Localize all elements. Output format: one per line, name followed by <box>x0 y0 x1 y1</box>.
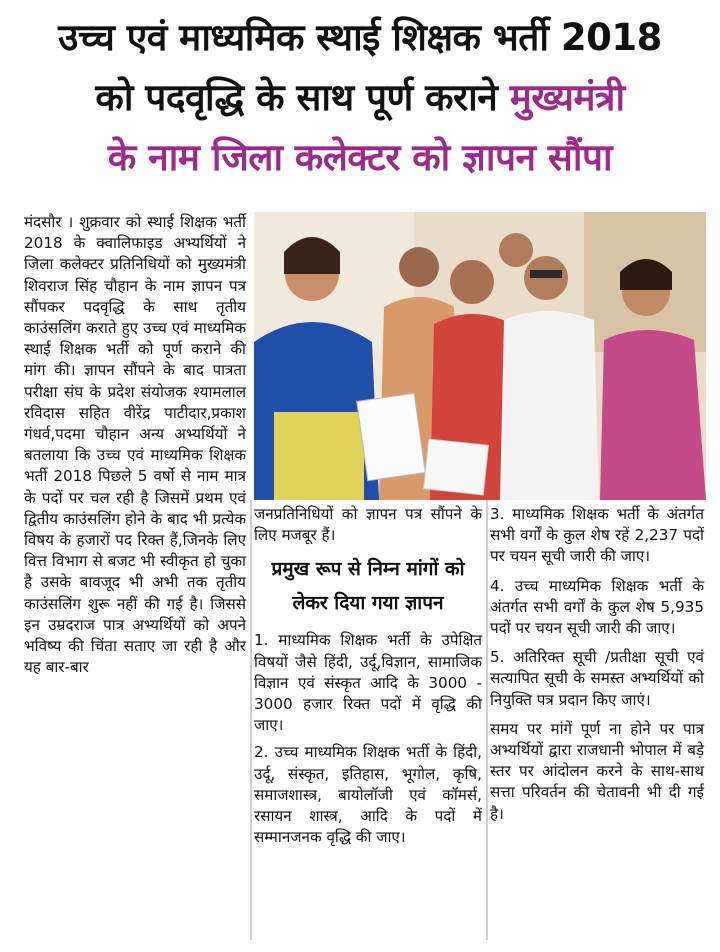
column-2-intro: जनप्रतिनिधियों को ज्ञापन पत्र सौंपने के लिए मजबूर हैं। <box>254 505 482 545</box>
demand-point-1: 1. माध्यमिक शिक्षक भर्ती के उपेक्षित विषयों जैसे हिंदी, उर्दू,विज्ञान, सामाजिक विज्ञान एवं संस्कृत आदि के 3000 - 3000 हजार रिक्त पदों में वृद्धि की जाए। <box>254 631 482 735</box>
headline-line-2-accent: मुख्यमंत्री <box>509 76 625 119</box>
headline <box>0 0 720 208</box>
demand-point-4: 4. उच्च माध्यमिक शिक्षक भर्ती के अंतर्गत सभी वर्गों के कुल शेष 5,935 पदों पर चयन सूची जारी की जाए। <box>490 576 704 638</box>
headline-line-3: के नाम जिला कलेक्टर को ज्ञापन सौंपा <box>107 136 613 179</box>
closing-warning: समय पर मांगें पूर्ण ना होने पर पात्र अभ्यर्थियों द्वारा राजधानी भोपाल में बड़े स्तर पर आंदोलन करने के साथ-साथ सत्ता परिवर्तन की चेतावनी भी दी गई है। <box>490 719 704 823</box>
news-photo <box>254 212 706 500</box>
column-1-text: मंदसौर । शुक्रवार को स्थाई शिक्षक भर्ती 2018 के क्वालिफाइड अभ्यर्थियों ने जिला कलेक्टर प्रतिनिधियों को मुख्यमंत्री शिवराज सिंह चौहान के नाम ज्ञापन पत्र सौंपकर पदवृद्धि के साथ तृतीय काउंसलिंग कराते हुए उच्च एवं माध्यमिक स्थाई शिक्षक भर्ती को पूर्ण कराने की मांग की। ज्ञापन सौंपने के बाद पात्रता परीक्षा संघ के प्रदेश संयोजक श्यामलाल रविदास सहित वीरेंद्र पाटीदार,प्रकाश गंधर्व,पदमा चौहान अन्य अभ्यर्थियों ने बतलाया कि उच्च एवं माध्यमिक शिक्षक भर्ती 2018 पिछले 5 वर्षो से नाम मात्र के पदों पर चल रही है जिसमें प्रथम एवं द्वितीय काउंसलिंग होने के बाद भी प्रत्येक विषय के हजारों पद रिक्त हैं,जिनके लिए वित्त विभाग से बजट भी स्वीकृत हो चुका है उसके बावजूद भी अभी तक तृतीय काउंसलिंग शुरू नहीं की गई है। जिससे इन उम्रदराज पात्र अभ्यर्थियों को अपने भविष्य की चिंता सताए जा रही है और यह बार-बार <box>24 213 246 677</box>
photo-illustration <box>254 212 706 500</box>
demand-point-5: 5. अतिरिक्त सूची /प्रतीक्षा सूची एवं सत्यापित सूची के समस्त अभ्यर्थियों को नियुक्ति पत्र प्रदान किए जाएं। <box>490 648 704 709</box>
headline-line-2-main: को पदवृद्धि के साथ पूर्ण कराने <box>95 76 510 119</box>
column-divider-2 <box>486 500 488 940</box>
headline-line-1: उच्च एवं माध्यमिक स्थाई शिक्षक भर्ती 2018 <box>58 16 662 59</box>
demands-subheading: प्रमुख रूप से निम्न मांगों को लेकर दिया गया ज्ञापन <box>271 558 465 615</box>
column-divider-1 <box>250 500 252 940</box>
headline-line-2 <box>0 68 720 128</box>
demand-point-2: 2. उच्च माध्यमिक शिक्षक भर्ती के हिंदी, उर्दू, संस्कृत, इतिहास, भूगोल, कृषि, समाजशास्त्र, बायोलॉजी एवं कॉमर्स, रसायन शास्त्र, आदि के पदों में सम्मानजनक वृद्धि की जाए। <box>254 743 482 847</box>
demand-point-3: 3. माध्यमिक शिक्षक भर्ती के अंतर्गत सभी वर्गों के कुल शेष रहें 2,237 पदों पर चयन सूची जारी की जाए। <box>490 505 704 566</box>
article-column-3 <box>490 504 704 825</box>
article-column-2 <box>254 504 482 848</box>
article-column-1 <box>24 212 246 678</box>
